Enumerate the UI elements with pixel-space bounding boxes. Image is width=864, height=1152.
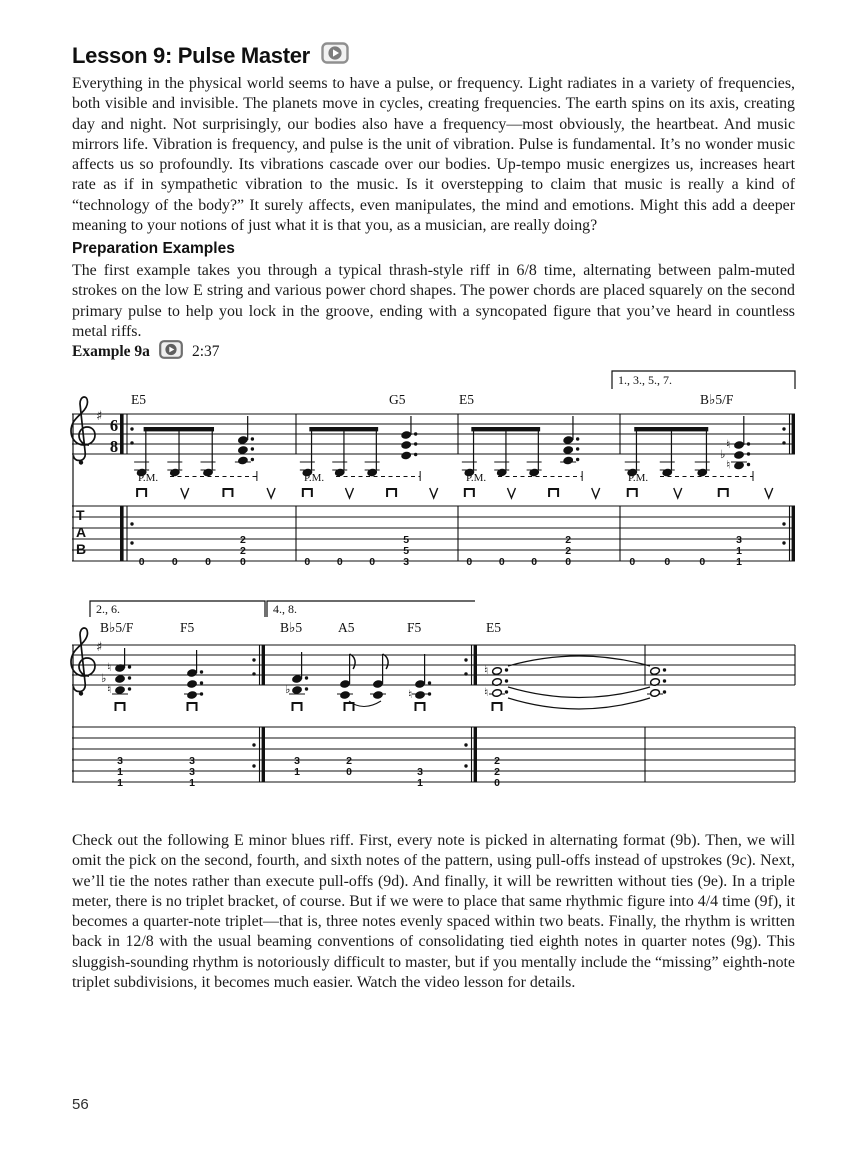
svg-text:2: 2 <box>565 534 572 546</box>
svg-text:E5: E5 <box>131 392 146 407</box>
pick-strokes <box>303 488 438 498</box>
svg-text:♮: ♮ <box>484 685 489 699</box>
preparation-paragraph: The first example takes you through a typical thrash-style riff in 6/8 time, alternating between palm-muted strokes on the low E string and various power chord shapes. The power chords are placed squarely on the second primary pulse to help you lock in the groove, ending with a syncopated figure that you’ve heard in countless metal riffs. <box>72 262 795 340</box>
svg-text:F5: F5 <box>407 620 422 635</box>
palm-mute-marking <box>628 471 753 484</box>
svg-text:F5: F5 <box>180 620 195 635</box>
svg-text:E5: E5 <box>459 392 474 407</box>
svg-text:0: 0 <box>498 556 505 568</box>
tie-curves <box>508 656 650 709</box>
svg-text:P.M.: P.M. <box>304 472 325 484</box>
staff-system-1 <box>71 397 795 561</box>
svg-text:0: 0 <box>171 556 178 568</box>
svg-text:1: 1 <box>189 776 195 789</box>
video-play-icon[interactable] <box>321 42 349 69</box>
svg-text:0: 0 <box>699 556 706 568</box>
svg-text:1: 1 <box>294 765 300 778</box>
svg-text:B♭5/F: B♭5/F <box>700 392 734 407</box>
svg-text:P.M.: P.M. <box>138 472 159 484</box>
svg-text:P.M.: P.M. <box>628 472 649 484</box>
svg-text:0: 0 <box>664 556 671 568</box>
pick-strokes <box>465 488 600 498</box>
page-title: Lesson 9: Pulse Master <box>72 42 310 68</box>
svg-text:0: 0 <box>205 556 211 568</box>
svg-text:♮: ♮ <box>726 457 731 472</box>
svg-text:♯: ♯ <box>96 640 103 655</box>
svg-text:4., 8.: 4., 8. <box>273 602 297 616</box>
svg-text:P.M.: P.M. <box>466 472 487 484</box>
svg-text:♮: ♮ <box>408 687 413 701</box>
svg-text:♮: ♮ <box>107 682 112 696</box>
svg-text:T: T <box>76 507 85 523</box>
svg-text:2: 2 <box>494 754 500 767</box>
svg-text:A5: A5 <box>338 620 355 635</box>
tab-staff-system-1 <box>72 506 795 561</box>
example-caption <box>72 340 220 364</box>
svg-text:0: 0 <box>304 556 311 568</box>
svg-text:♭: ♭ <box>720 447 726 461</box>
volta-bracket-1 <box>612 371 795 389</box>
pick-strokes <box>137 488 275 498</box>
svg-text:1: 1 <box>736 556 742 568</box>
svg-text:2: 2 <box>565 545 572 557</box>
svg-text:♭: ♭ <box>285 682 291 696</box>
volta-bracket-2 <box>90 601 475 617</box>
svg-text:2: 2 <box>239 545 246 557</box>
svg-text:6: 6 <box>109 416 119 435</box>
closing-paragraph: Check out the following E minor blues riff. First, every note is picked in alternating format (9b). Then, we will omit the pick on the second, fourth, and sixth notes of the pattern, using pull-offs instead of upstrokes (9c). Next, we’ll tie the notes rather than execute pull-offs (9d). And finally, it will be rewritten without ties (9e). In a triple meter, there is no triplet bracket, of course. But if we were to place that same rhythmic figure into 4/4 time (9f), it becomes a quarter-note triplet—that is, three notes evenly spaced within two beats. Finally, the rhythm is written back in 12/8 with the usual beaming conventions of consolidating tied eighth notes in quarter notes (9g). This sluggish-sounding rhythm is notoriously difficult to master, but if you mentally include the “missing” eighth-note triplet subdivisions, it becomes much easier. Watch the video lesson for details. <box>72 832 795 992</box>
example-duration: 2:37 <box>191 343 220 360</box>
svg-text:5: 5 <box>403 545 410 557</box>
svg-text:E5: E5 <box>486 620 501 635</box>
lesson-header <box>72 42 349 69</box>
svg-text:B♭5/F: B♭5/F <box>100 620 134 635</box>
svg-text:3: 3 <box>736 534 742 546</box>
svg-text:2: 2 <box>239 534 246 546</box>
chord-labels-2 <box>100 620 501 635</box>
palm-mute-marking <box>466 471 582 484</box>
svg-text:0: 0 <box>494 776 500 789</box>
svg-text:0: 0 <box>239 556 246 568</box>
tab-staff-system-2 <box>72 727 795 782</box>
svg-text:3: 3 <box>403 556 410 568</box>
section-heading: Preparation Examples <box>72 240 235 257</box>
svg-text:A: A <box>76 524 87 540</box>
svg-text:G5: G5 <box>389 392 406 407</box>
music-notation <box>0 362 864 794</box>
svg-text:0: 0 <box>565 556 572 568</box>
svg-text:0: 0 <box>531 556 538 568</box>
svg-text:2., 6.: 2., 6. <box>96 602 120 616</box>
pick-strokes-2 <box>116 703 502 711</box>
svg-text:0: 0 <box>346 765 352 778</box>
svg-text:B♭5: B♭5 <box>280 620 303 635</box>
svg-text:♭: ♭ <box>101 671 107 685</box>
svg-text:2: 2 <box>494 765 500 778</box>
svg-text:0: 0 <box>369 556 376 568</box>
svg-text:8: 8 <box>109 437 119 456</box>
palm-mute-marking <box>304 471 420 484</box>
svg-text:5: 5 <box>403 534 410 546</box>
video-play-icon[interactable] <box>159 340 183 364</box>
svg-text:0: 0 <box>629 556 636 568</box>
svg-text:1: 1 <box>736 545 742 557</box>
svg-text:3: 3 <box>117 754 123 767</box>
page-number: 56 <box>72 1096 89 1113</box>
svg-text:3: 3 <box>189 765 195 778</box>
svg-text:♮: ♮ <box>484 663 489 677</box>
svg-text:1: 1 <box>117 776 123 789</box>
svg-text:2: 2 <box>346 754 352 767</box>
svg-text:♯: ♯ <box>96 409 103 424</box>
palm-mute-marking <box>138 471 257 484</box>
svg-text:0: 0 <box>466 556 473 568</box>
pick-strokes <box>628 488 773 498</box>
example-label: Example 9a <box>72 343 150 360</box>
svg-text:0: 0 <box>138 556 145 568</box>
svg-text:1: 1 <box>117 765 123 778</box>
svg-text:3: 3 <box>294 754 300 767</box>
svg-text:3: 3 <box>417 765 423 778</box>
svg-text:0: 0 <box>336 556 343 568</box>
svg-text:3: 3 <box>189 754 195 767</box>
staff-system-2 <box>71 628 795 782</box>
svg-text:♮: ♮ <box>107 660 112 674</box>
intro-paragraph: Everything in the physical world seems to have a pulse, or frequency. Light radiates in a variety of frequencies, both visible and invisible. The planets move in cycles, creating frequencies. The earth spins on its axis, creating day and night. Not surprisingly, our bodies also have a frequency—most obviously, the heartbeat. And music mirrors life. Vibration is frequency, and pulse is the unit of vibration. Pulse is fundamental. It’s no wonder music affects us so profoundly. Its vibrations cascade over our bodies. Up-tempo music energizes us, increases heart rate as if in sympathetic vibration to the music. Is it overstepping to claim that music is really a kind of “technology of the body?” It surely affects, even manipulates, the mind and emotions. Might this add a deeper meaning to your notions of just what it is that you, as a musician, are really doing? <box>72 75 795 235</box>
svg-text:B: B <box>76 541 87 557</box>
svg-text:1., 3., 5., 7.: 1., 3., 5., 7. <box>618 373 672 387</box>
svg-text:1: 1 <box>417 776 423 789</box>
svg-text:♮: ♮ <box>726 437 731 451</box>
